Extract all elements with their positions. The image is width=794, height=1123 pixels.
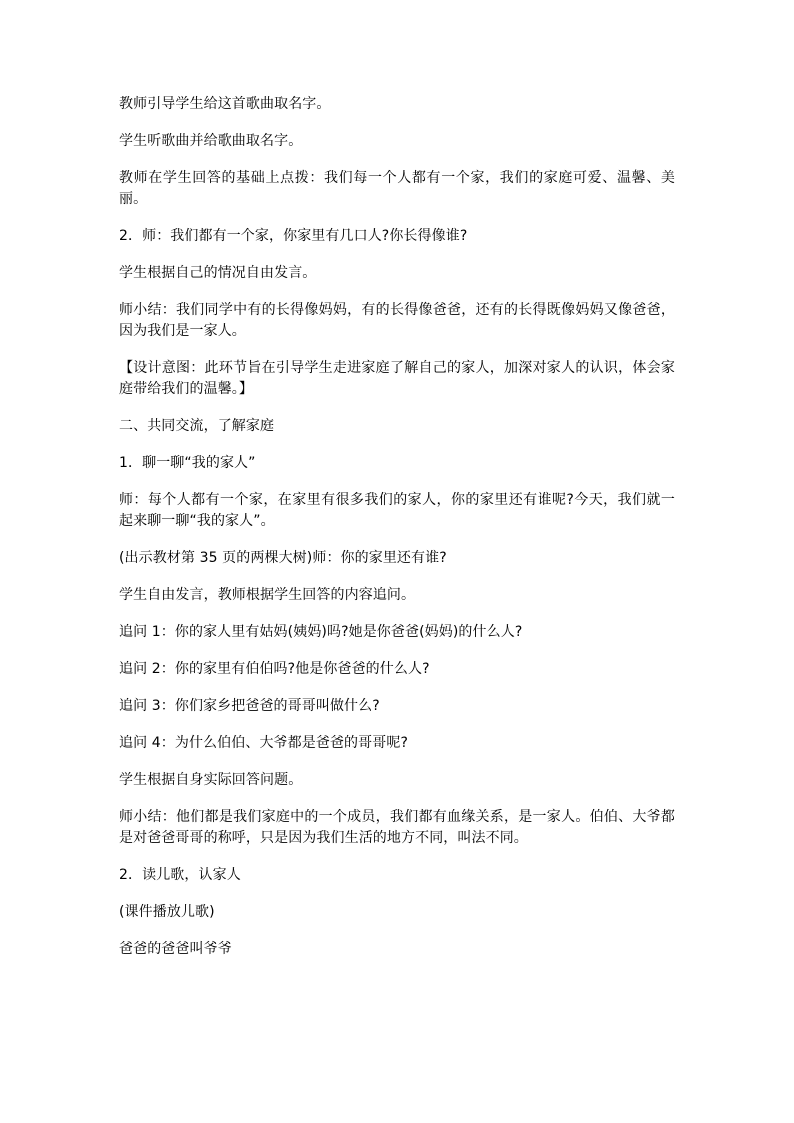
paragraph: (出示教材第 35 页的两棵大树)师：你的家里还有谁? bbox=[119, 550, 447, 566]
follow-up-question: 追问 4：为什么伯伯、大爷都是爸爸的哥哥呢? bbox=[119, 735, 408, 751]
paragraph: 爸爸的爸爸叫爷爷 bbox=[119, 941, 232, 957]
paragraph: 师小结：他们都是我们家庭中的一个成员，我们都有血缘关系，是一家人。伯伯、大爷都是对爸爸哥哥的称呼，只是因为我们生活的地方不同，叫法不同。 bbox=[119, 809, 675, 846]
paragraph: 学生自由发言，教师根据学生回答的内容追问。 bbox=[119, 587, 416, 603]
follow-up-question: 追问 1：你的家人里有姑妈(姨妈)吗?她是你爸爸(妈妈)的什么人? bbox=[119, 624, 523, 640]
paragraph: 教师在学生回答的基础上点拨：我们每一个人都有一个家，我们的家庭可爱、温馨、美丽。 bbox=[119, 170, 675, 207]
section-heading: 二、共同交流，了解家庭 bbox=[119, 418, 275, 434]
paragraph: 教师引导学生给这首歌曲取名字。 bbox=[119, 96, 331, 112]
paragraph: 学生根据自己的情况自由发言。 bbox=[119, 265, 317, 281]
follow-up-question: 追问 2：你的家里有伯伯吗?他是你爸爸的什么人? bbox=[119, 661, 430, 677]
paragraph: 师小结：我们同学中有的长得像妈妈，有的长得像爸爸，还有的长得既像妈妈又像爸爸，因为我们是一家人。 bbox=[119, 302, 675, 339]
paragraph: 学生听歌曲并给歌曲取名字。 bbox=[119, 133, 303, 149]
design-intent-note: 【设计意图：此环节旨在引导学生走进家庭了解自己的家人，加深对家人的认识，体会家庭带给我们的温馨。】 bbox=[119, 360, 675, 397]
paragraph: 学生根据自身实际回答问题。 bbox=[119, 772, 303, 788]
subsection-heading: 1．聊一聊“我的家人” bbox=[119, 455, 256, 471]
paragraph: 2．师：我们都有一个家，你家里有几口人?你长得像谁? bbox=[119, 228, 468, 244]
document-body bbox=[119, 94, 675, 976]
subsection-heading: 2．读儿歌，认家人 bbox=[119, 867, 241, 883]
paragraph: (课件播放儿歌) bbox=[119, 904, 215, 920]
follow-up-question: 追问 3：你们家乡把爸爸的哥哥叫做什么? bbox=[119, 698, 380, 714]
paragraph: 师：每个人都有一个家，在家里有很多我们的家人，你的家里还有谁呢?今天，我们就一起来聊一聊“我的家人”。 bbox=[119, 492, 675, 529]
